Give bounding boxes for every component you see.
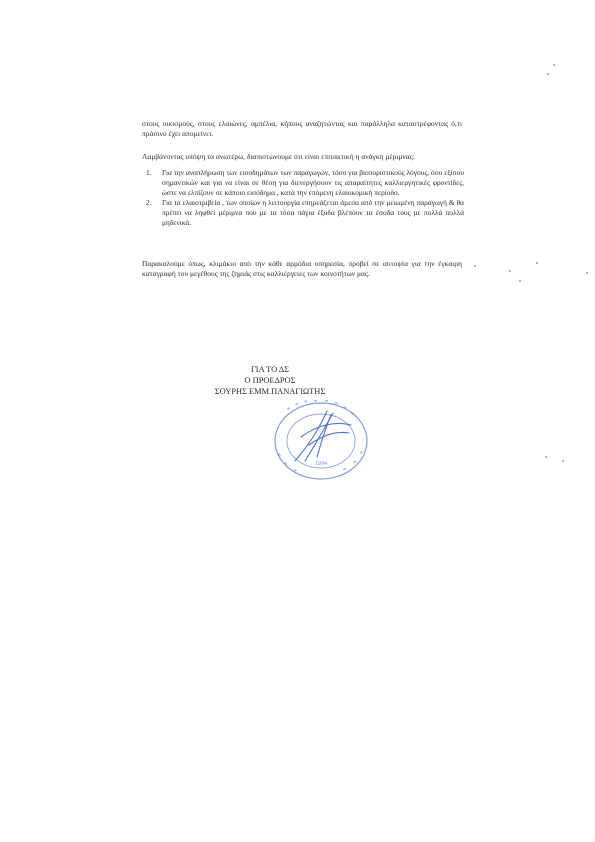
list-item-text: Για την αναπλήρωση των εισοδημάτων των παραγωγών, τόσο για βιοποριστικούς λόγους, όσο εξίσου σημαντικών και για να είναι σε θέση για διενεργήσουν τις απαραίτητες καλλιεργητικές φροντίδες, ώστε να ελπίζουν σε κάποιο εισόδημα , κατά την επόμενη ελαιοκομική περίοδο. [162,168,464,197]
scan-speck [536,262,538,264]
scan-speck [509,270,511,272]
stamp-year: 1994 [314,461,328,467]
measures-list [142,168,464,228]
scan-speck [519,280,521,282]
scan-speck [562,460,564,462]
list-item [142,168,464,198]
paragraph-2: Λαμβάνοντας υπόψη τα ανωτέρω, διαπιστώνουμε ότι είναι επιτακτική η ανάγκη μέριμνας: [142,152,415,162]
scan-speck [586,272,588,274]
list-item-text: Για τα ελαιοτριβεία , των οποίων η λειτουργία επηρεάζεται άμεσα από την μειωμένη παραγωγή & θα πρέπει να ληφθεί μέριμνα που με τα τόσα πάγια έξοδα βλέπουν τα έσοδα τους με πολλά πολλά μηδενικά. [162,198,464,227]
signature-line-board: ΓΙΑ ΤΟ ΔΣ [250,365,290,374]
official-stamp [265,395,377,485]
list-item [142,198,464,228]
scan-speck [547,73,549,75]
list-item-number: 2. [146,198,152,207]
scan-speck [553,64,555,66]
list-item-number: 1. [146,168,152,177]
handwritten-signature [295,411,351,461]
signature-line-title: Ο ΠΡΟΕΔΡΟΣ [244,376,296,385]
signature-line-name: ΣΟΥΡΗΣ ΕΜΜ.ΠΑΝΑΓΙΩΤΗΣ [214,387,326,396]
paragraph-3: Παρακαλούμε όπως, κλιμάκιο από την κάθε αρμόδια υπηρεσία, προβεί σε αυτοψία για την έγκαιρη καταγραφή του μεγέθους της ζημιάς στις καλλιέργειες των κοινοτήτων μας. [142,259,462,279]
scan-speck [474,265,476,267]
scan-speck [545,456,547,458]
paragraph-1: στους οικισμούς, στους ελαιώνες, αμπέλια, κήπους αναζητώντας και παράλληλα καταστρέφοντας ό,τι πράσινο έχει απομείνει. [142,119,462,139]
